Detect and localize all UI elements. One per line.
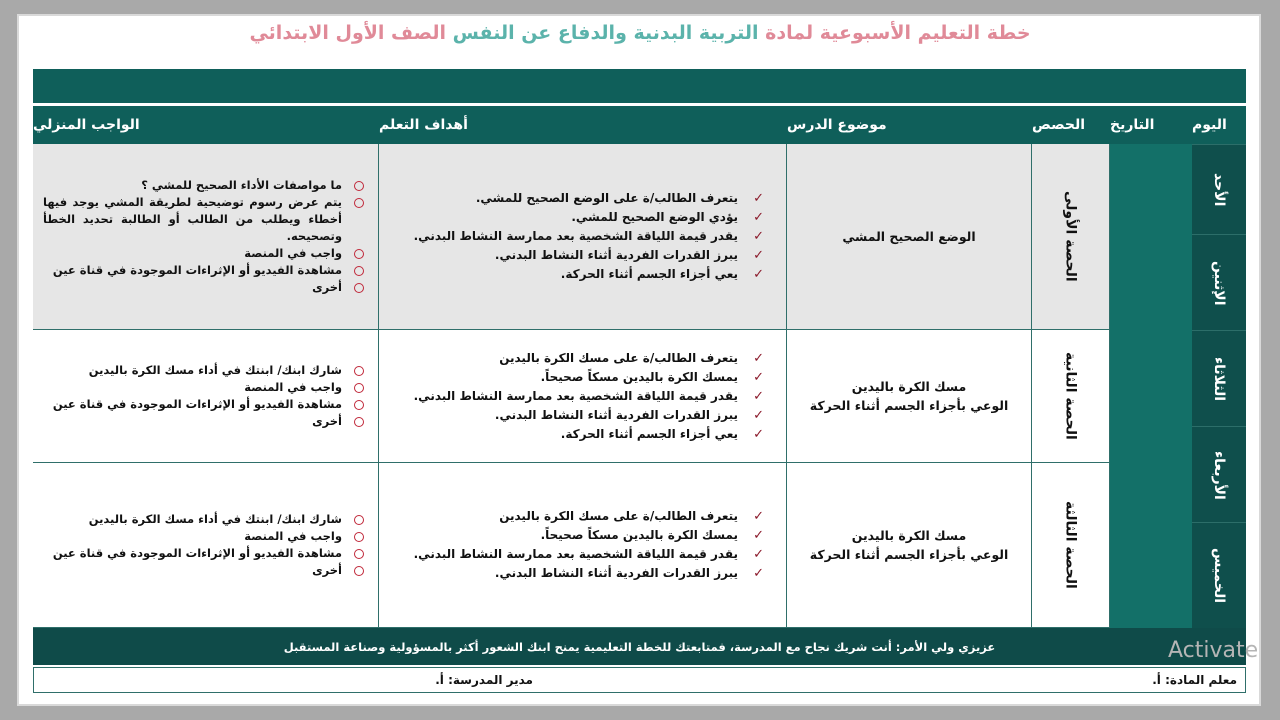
goals-cell <box>379 330 787 463</box>
goal-item: ✓ يقدر قيمة اللياقة الشخصية بعد ممارسة النشاط البدني. <box>413 388 764 404</box>
homework-item: شارك ابنك/ ابنتك في أداء مسك الكرة باليدين <box>43 362 342 379</box>
circle-bullet-icon <box>354 383 364 393</box>
goal-item: ✓ يقدر قيمة اللياقة الشخصية بعد ممارسة النشاط البدني. <box>413 229 764 244</box>
page-title <box>0 22 1280 44</box>
cell-text: الحصة الثانية <box>1062 352 1079 440</box>
goal-item: ✓ يقدر قيمة اللياقة الشخصية بعد ممارسة النشاط البدني. <box>413 547 764 562</box>
circle-bullet-icon <box>354 266 364 276</box>
goals-cell <box>379 144 787 330</box>
goal-item: ✓ يتعرف الطالب/ة على مسك الكرة باليدين <box>499 509 764 524</box>
homework-item: واجب في المنصة <box>43 379 342 396</box>
activation-watermark: Activate <box>1168 638 1259 663</box>
circle-bullet-icon <box>354 249 364 259</box>
check-mark-icon: ✓ <box>753 267 764 282</box>
signature-row <box>33 667 1246 693</box>
check-mark-icon: ✓ <box>753 509 764 524</box>
header-day: اليوم <box>1192 106 1246 144</box>
circle-bullet-icon <box>354 400 364 410</box>
circle-bullet-icon <box>354 366 364 376</box>
goal-item: ✓ يمسك الكرة باليدين مسكاً صحيحاً. <box>540 369 764 385</box>
period-cell <box>1032 463 1110 628</box>
principal-signature: مدير المدرسة: أ. <box>435 673 533 687</box>
header-topic: موضوع الدرس <box>787 106 1032 144</box>
check-mark-icon: ✓ <box>753 528 764 543</box>
goal-item: ✓ يمسك الكرة باليدين مسكاً صحيحاً. <box>540 528 764 543</box>
circle-bullet-icon <box>354 566 364 576</box>
cell-text: الوعي بأجزاء الجسم أثناء الحركة <box>809 547 1009 562</box>
circle-bullet-icon <box>354 532 364 542</box>
period-cell <box>1032 330 1110 463</box>
goal-item: ✓ يبرز القدرات الفردية أثناء النشاط البدني. <box>494 407 764 423</box>
homework-item: أخرى <box>43 279 342 296</box>
check-mark-icon: ✓ <box>753 229 764 244</box>
date-column <box>1110 144 1192 628</box>
title-part-1: خطة التعليم الأسبوعية لمادة <box>765 22 1031 44</box>
header-date: التاريخ <box>1110 106 1192 144</box>
top-bar <box>33 69 1246 103</box>
topic-cell <box>787 330 1032 463</box>
title-part-2: التربية البدنية والدفاع عن النفس <box>452 22 759 44</box>
circle-bullet-icon <box>354 181 364 191</box>
circle-bullet-icon <box>354 417 364 427</box>
cell-text: مسك الكرة باليدين <box>851 379 967 394</box>
goal-item: ✓ يبرز القدرات الفردية أثناء النشاط البدني. <box>494 248 764 263</box>
check-mark-icon: ✓ <box>753 191 764 206</box>
circle-bullet-icon <box>354 549 364 559</box>
title-part-3: الصف الأول الابتدائي <box>249 22 447 44</box>
check-mark-icon: ✓ <box>753 407 764 423</box>
cell-text: الوعي بأجزاء الجسم أثناء الحركة <box>809 398 1009 413</box>
homework-item: مشاهدة الفيديو أو الإثراءات الموجودة في قناة عين <box>43 396 342 413</box>
check-mark-icon: ✓ <box>753 210 764 225</box>
header-homework: الواجب المنزلي <box>33 106 379 144</box>
check-mark-icon: ✓ <box>753 388 764 404</box>
goal-item: ✓ يؤدي الوضع الصحيح للمشي. <box>571 210 764 225</box>
teacher-signature: معلم المادة: أ. <box>1152 673 1237 687</box>
goals-cell <box>379 463 787 628</box>
cell-text: الخميس <box>1211 548 1227 604</box>
day-tuesday <box>1192 330 1246 427</box>
cell-text: الإثنين <box>1211 260 1227 306</box>
check-mark-icon: ✓ <box>753 369 764 385</box>
homework-cell <box>33 330 379 463</box>
homework-item: أخرى <box>43 413 342 430</box>
check-mark-icon: ✓ <box>753 566 764 581</box>
goal-item: ✓ يبرز القدرات الفردية أثناء النشاط البدني. <box>494 566 764 581</box>
day-thursday <box>1192 522 1246 629</box>
homework-cell <box>33 463 379 628</box>
check-mark-icon: ✓ <box>753 248 764 263</box>
header-periods: الحصص <box>1032 106 1110 144</box>
homework-item: مشاهدة الفيديو أو الإثراءات الموجودة في قناة عين <box>43 545 342 562</box>
homework-item: مشاهدة الفيديو أو الإثراءات الموجودة في قناة عين <box>43 262 342 279</box>
homework-item: أخرى <box>43 562 342 579</box>
cell-text: مسك الكرة باليدين <box>851 528 967 543</box>
cell-text: الحصة الأولى <box>1062 191 1079 282</box>
homework-cell <box>33 144 379 330</box>
goal-item: ✓ يعي أجزاء الجسم أثناء الحركة. <box>560 426 764 442</box>
topic-cell <box>787 463 1032 628</box>
goal-item: ✓ يتعرف الطالب/ة على الوضع الصحيح للمشي. <box>475 191 764 206</box>
homework-item: يتم عرض رسوم توضيحية لطريقة المشي يوجد فيها أخطاء ويطلب من الطالب أو الطالبة تحديد الخطأ وتصحيحه. <box>43 194 342 245</box>
goal-item: ✓ يتعرف الطالب/ة على مسك الكرة باليدين <box>499 350 764 366</box>
cell-text: الأربعاء <box>1211 450 1227 500</box>
day-wednesday <box>1192 426 1246 523</box>
header-goals: أهداف التعلم <box>379 106 787 144</box>
cell-text: الحصة الثالثة <box>1062 501 1079 589</box>
period-cell <box>1032 144 1110 330</box>
circle-bullet-icon <box>354 515 364 525</box>
homework-item: واجب في المنصة <box>43 245 342 262</box>
cell-text: الأحد <box>1211 173 1227 207</box>
day-sunday <box>1192 144 1246 235</box>
topic-cell <box>787 144 1032 330</box>
homework-item: ما مواصفات الأداء الصحيح للمشي ؟ <box>43 177 342 194</box>
check-mark-icon: ✓ <box>753 547 764 562</box>
cell-text: الثلاثاء <box>1211 356 1227 402</box>
goal-item: ✓ يعي أجزاء الجسم أثناء الحركة. <box>560 267 764 282</box>
parent-message: عزيزي ولي الأمر: أنت شريك نجاح مع المدرسة، فمتابعتك للخطة التعليمية يمنح ابنك الشعور أكثر بالمسؤولية وصناعة المستقبل <box>33 628 1246 665</box>
check-mark-icon: ✓ <box>753 426 764 442</box>
cell-text: الوضع الصحيح المشي <box>842 229 976 244</box>
check-mark-icon: ✓ <box>753 350 764 366</box>
day-monday <box>1192 234 1246 331</box>
homework-item: واجب في المنصة <box>43 528 342 545</box>
circle-bullet-icon <box>354 198 364 208</box>
homework-item: شارك ابنك/ ابنتك في أداء مسك الكرة باليدين <box>43 511 342 528</box>
circle-bullet-icon <box>354 283 364 293</box>
